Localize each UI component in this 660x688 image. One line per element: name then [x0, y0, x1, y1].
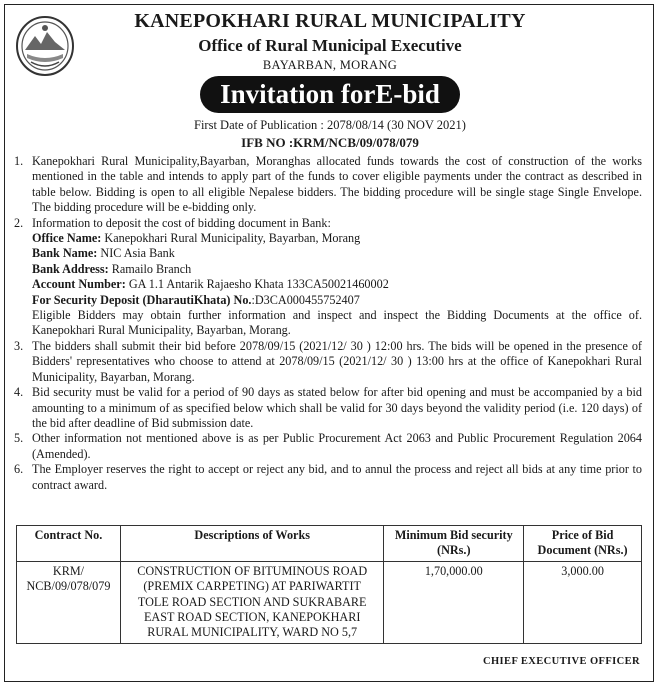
- contract-table: [16, 525, 642, 644]
- table-row: [17, 561, 642, 643]
- header-contract-no: Contract No.: [17, 526, 121, 562]
- bank-name: Bank Name: NIC Asia Bank: [32, 246, 175, 261]
- list-item: 1. Kanepokhari Rural Municipality,Bayarban, Moranghas allocated funds towards the cost of construction of the works mentioned in the table and intends to apply part of the funds to cover eligible payments under the contract as described in table below. Bidding is open to all eligible Nepalese bidders. The bidding procedure will be single stage Single Envelope. The bidding procedure will be e-bidding only.: [14, 154, 642, 215]
- cell-bid-security: 1,70,000.00: [384, 561, 524, 643]
- list-item: 6. The Employer reserves the right to accept or reject any bid, and to annul the process and reject all bids at any time prior to contract award.: [14, 462, 642, 492]
- security-deposit: For Security Deposit (DharautiKhata) No.:D3CA000455752407: [32, 292, 360, 307]
- header-description: Descriptions of Works: [120, 526, 383, 562]
- ifb-number: IFB NO :KRM/NCB/09/078/079: [241, 135, 419, 150]
- list-item: 3. The bidders shall submit their bid before 2078/09/15 (2021/12/ 30 ) 12:00 hrs. The bids will be opened in the presence of Bidders' representatives who choose to attend at 2078/09/15 (2021/12/ 30 ) 13:00 hrs at the office of Kanepokhari Rural Municipality, Bayarban, Morang.: [14, 338, 642, 384]
- cell-document-price: 3,000.00: [524, 561, 642, 643]
- eligible-note: Eligible Bidders may obtain further information and inspect and inspect the Bidding Documents at the office of. Kanepokhari Rural Municipality, Bayarban, Morang.: [32, 308, 642, 338]
- header-bid-security: Minimum Bid security (NRs.): [384, 526, 524, 562]
- cell-contract-no: KRM/ NCB/09/078/079: [17, 561, 121, 643]
- title-banner: Invitation forE-bid: [200, 76, 460, 113]
- bank-address: Bank Address: Ramailo Branch: [32, 261, 192, 276]
- cell-description: CONSTRUCTION OF BITUMINOUS ROAD (PREMIX CARPETING) AT PARIWARTIT TOLE ROAD SECTION AND SUKRABARE EAST ROAD SECTION, KANEPOKHARI RURAL MUNICIPALITY, WARD NO 5,7: [120, 561, 383, 643]
- signature-title: CHIEF EXECUTIVE OFFICER: [483, 656, 640, 667]
- office-address: BAYARBAN, MORANG: [262, 58, 398, 72]
- list-item: 4. Bid security must be valid for a period of 90 days as stated below for after bid opening and must be accompanied by a bid amounting to a minimum of as specified below which shall be valid for 30 days beyond the validity period (i.e. 120 days) of the bid after deadline of Bid submission date.: [14, 385, 642, 430]
- publication-date: First Date of Publication : 2078/08/14 (30 NOV 2021): [194, 118, 466, 132]
- table-header-row: [17, 526, 642, 562]
- bank-office: Office Name: Kanepokhari Rural Municipality, Bayarban, Morang: [32, 231, 361, 246]
- list-item: 2. Information to deposit the cost of bidding document in Bank: Office Name: Kanepokhari Rural Municipality, Bayarban, Morang Bank Name: NIC Asia Bank Bank Address: Ramailo Branch Account Number: GA 1.1 Antarik Rajaesho Khata 133CA50021460002 For Security Deposit (DharautiKhata) No.:D3CA000455752407 Eligible Bidders may obtain further information and inspect and inspect the Bidding Documents at the office of. Kanepokhari Rural Municipality, Bayarban, Morang.: [14, 215, 642, 338]
- account-number: Account Number: GA 1.1 Antarik Rajaesho Khata 133CA50021460002: [32, 277, 389, 292]
- notice-body: [12, 154, 642, 493]
- municipality-name: KANEPOKHARI RURAL MUNICIPALITY: [134, 10, 526, 32]
- office-name: Office of Rural Municipal Executive: [198, 36, 462, 55]
- list-item: 5. Other information not mentioned above is as per Public Procurement Act 2063 and Public Procurement Regulation 2064 (Amended).: [14, 431, 642, 461]
- header-document-price: Price of Bid Document (NRs.): [524, 526, 642, 562]
